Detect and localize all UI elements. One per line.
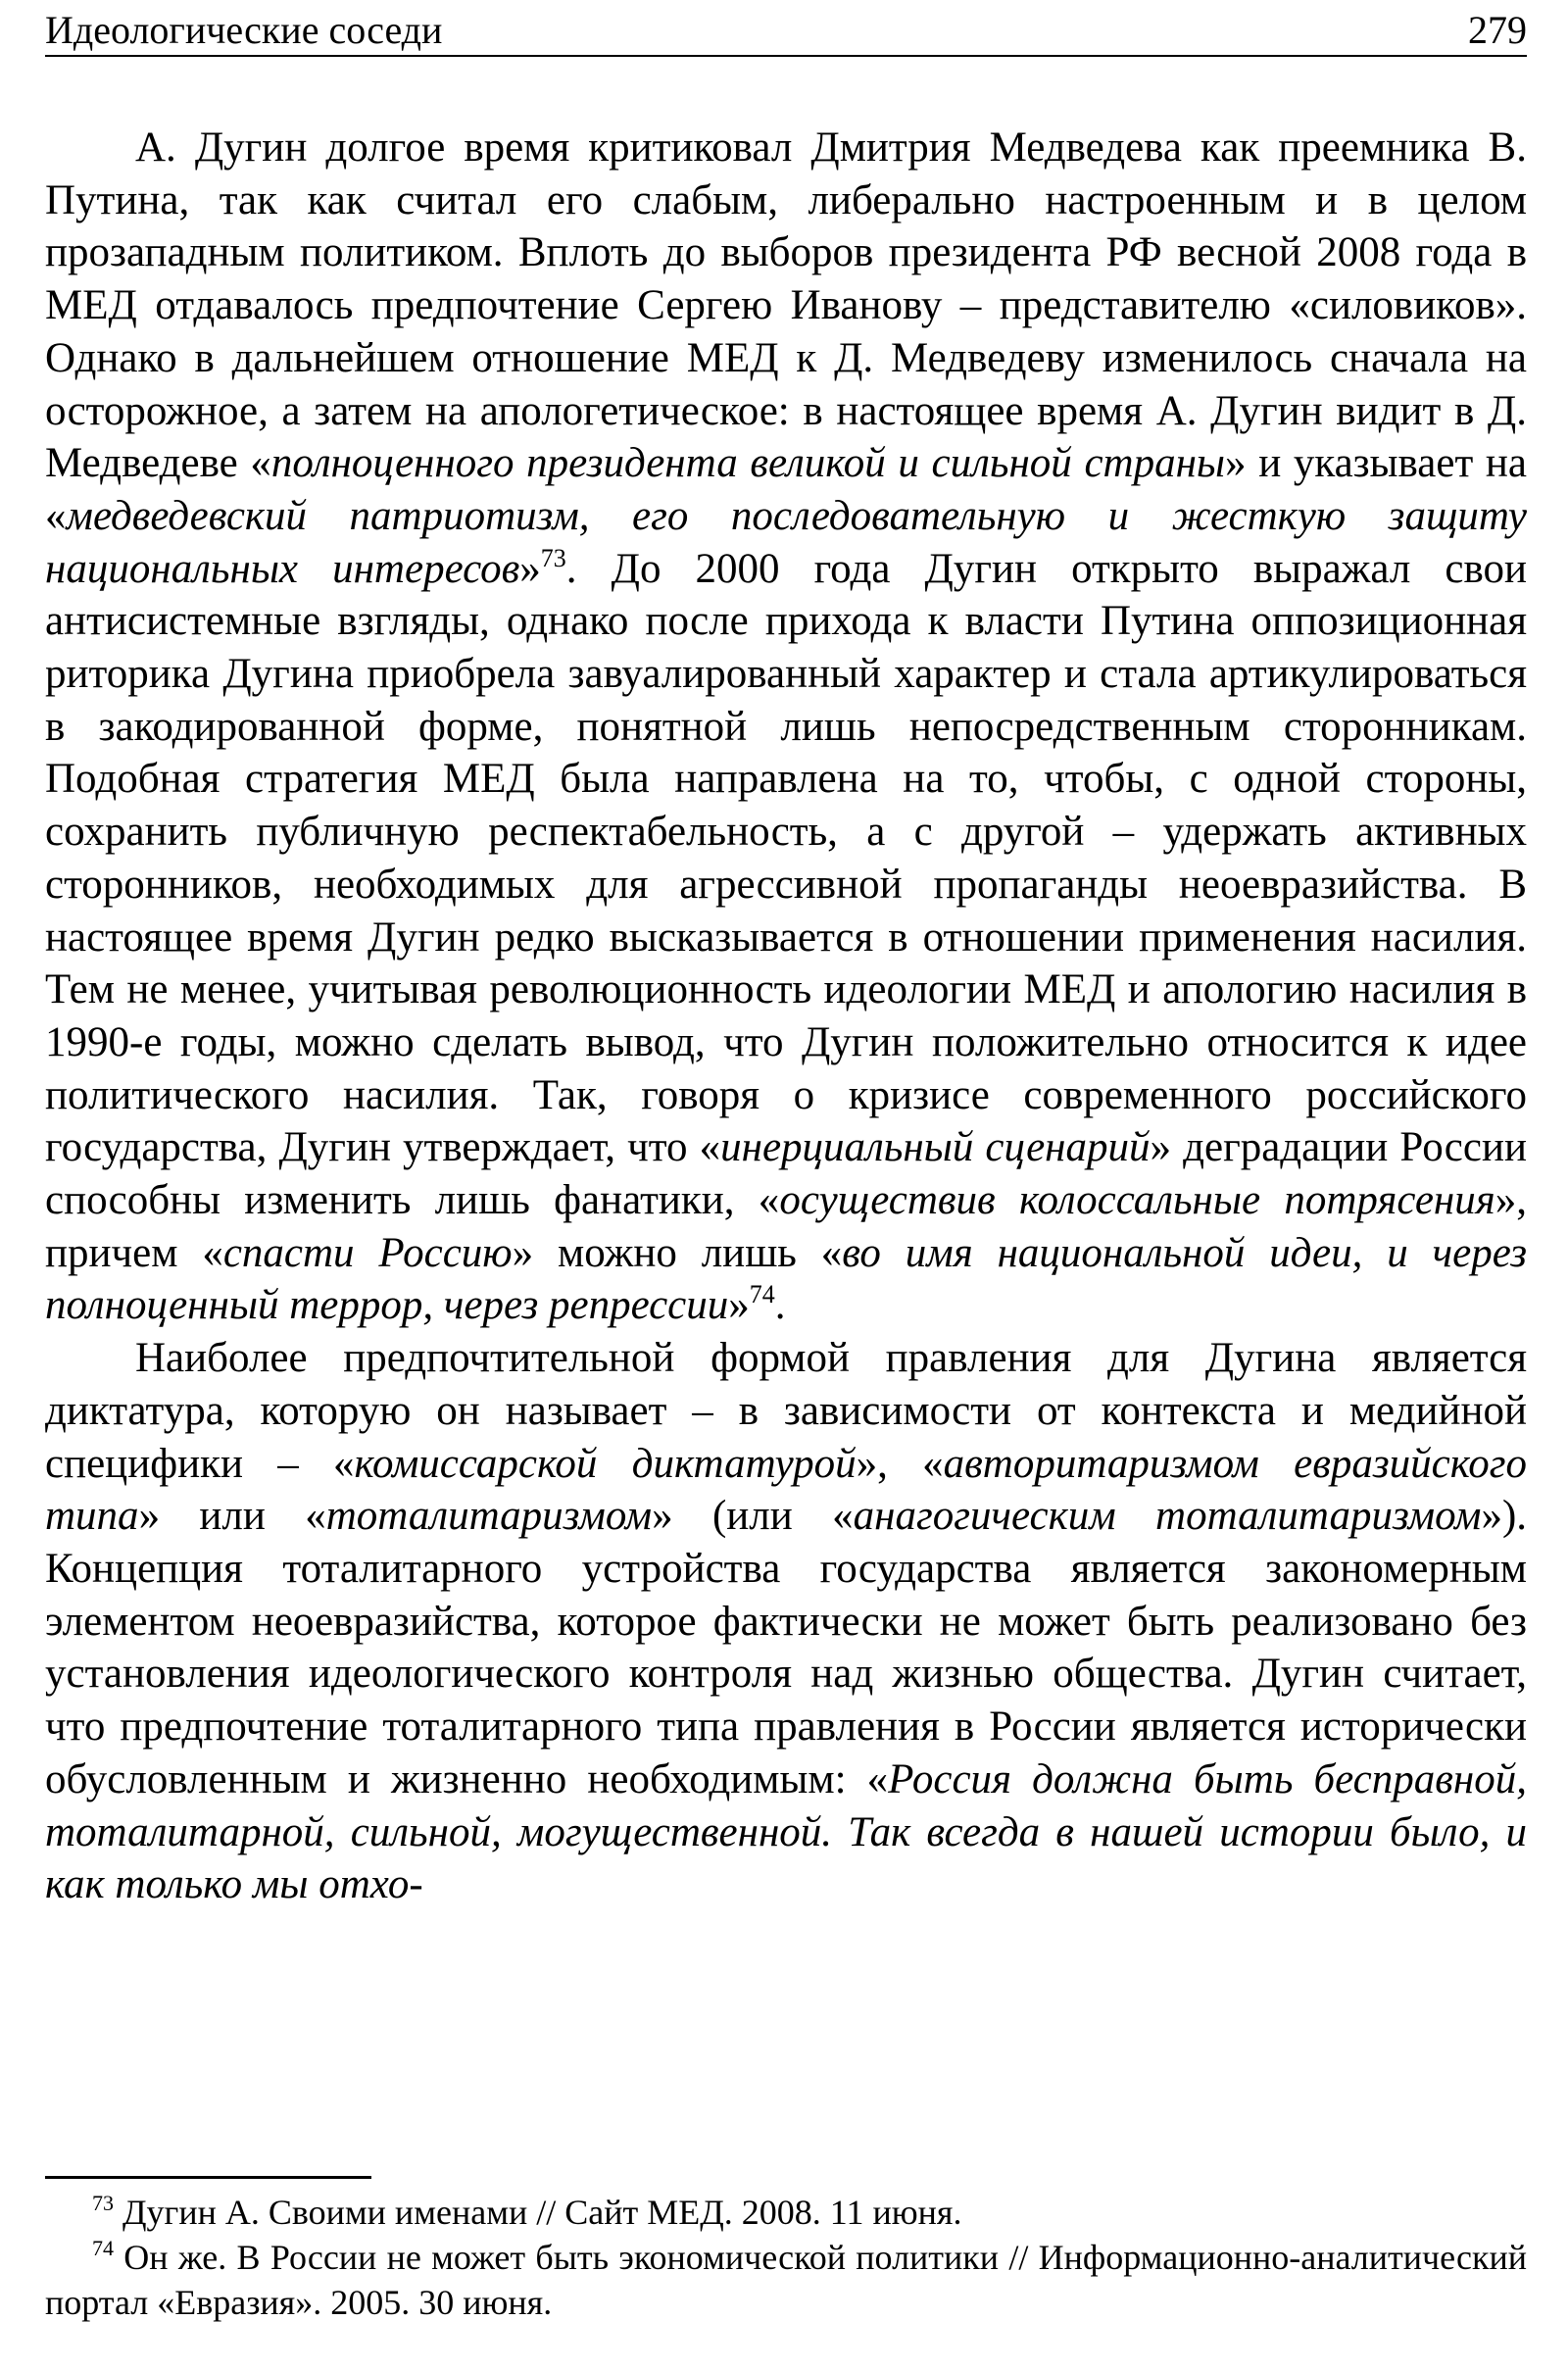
quote: медведевский патриотизм, его последовательную и жесткую защиту национальных интересов — [45, 492, 1527, 592]
quote: Россия должна быть бесправной, тоталитарной, сильной, могущественной. Так всегда в нашей истории было, и как только мы отхо- — [45, 1755, 1527, 1908]
text-run: » — [728, 1282, 750, 1329]
running-header — [45, 6, 1527, 57]
text-run: » — [519, 545, 541, 592]
quote: тоталитаризмом — [325, 1493, 653, 1540]
quote: спасти Россию — [222, 1229, 513, 1276]
main-text — [45, 122, 1527, 1911]
text-run: » (или « — [652, 1493, 854, 1540]
paragraph-2 — [45, 1332, 1527, 1911]
footnote-divider — [45, 2176, 371, 2179]
text-run: » и указывает на « — [45, 440, 1527, 539]
quote: полноценного президента великой и сильной страны — [270, 440, 1226, 487]
footnotes — [45, 2190, 1527, 2325]
quote: инерциальный сценарий — [720, 1124, 1151, 1171]
text-run: », « — [856, 1440, 944, 1487]
text-run: А. Дугин долгое время критиковал Дмитрия Медведева как преемника В. Путина, так как считал его слабым, либерально настроенным и в целом прозападным политиком. Вплоть до выборов президента РФ весной 2008 года в МЕД отдавалось предпочтение Сергею Иванову – представителю «силовиков». Однако в дальнейшем отношение МЕД к Д. Медведеву изменилось сначала на осторожное, а затем на апологетическое: в настоящее время А. Дугин видит в Д. Медведеве « — [45, 124, 1527, 487]
page-number: 279 — [1468, 8, 1527, 52]
text-run: »). Концепция тоталитарного устройства государства является закономерным элементом неоевразийства, которое фактически не может быть реализовано без установления идеологического контроля над жизнью общества. Дугин считает, что предпочтение тоталитарного типа правления в России является исторически обусловленным и жизненно необходимым: « — [45, 1493, 1528, 1802]
text-run: » или « — [138, 1493, 326, 1540]
quote: анагогическим тоталитаризмом — [853, 1493, 1482, 1540]
footnote-number: 74 — [92, 2236, 114, 2260]
quote: осуществив колоссальные потрясения — [779, 1177, 1495, 1224]
footnote-74 — [45, 2235, 1527, 2325]
footnote-ref-74: 74 — [749, 1280, 775, 1309]
quote: комиссарской диктатурой — [354, 1440, 857, 1487]
footnote-ref-73: 73 — [540, 543, 566, 572]
text-run: », причем « — [45, 1177, 1527, 1276]
quote: авторитаризмом евразийского типа — [45, 1440, 1528, 1540]
paragraph-1 — [45, 122, 1527, 1332]
footnote-73 — [45, 2190, 1527, 2235]
footnote-text: Дугин А. Своими именами // Сайт МЕД. 2008. 11 июня. — [122, 2193, 962, 2232]
text-run: Наиболее предпочтительной формой правления для Дугина является диктатура, которую он называет – в зависимости от контекста и медийной специфики – « — [45, 1335, 1527, 1487]
text-run: . — [774, 1282, 786, 1329]
text-run: » можно лишь « — [512, 1229, 843, 1276]
text-run: . До 2000 года Дугин открыто выражал свои антисистемные взгляды, однако после прихода к власти Путина оппозиционная риторика Дугина приобрела завуалированный характер и стала артикулироваться в закодированной форме, понятной лишь непосредственным сторонникам. Подобная стратегия МЕД была направлена на то, чтобы, с одной стороны, сохранить публичную респектабельность, а с другой – удержать активных сторонников, необходимых для агрессивной пропаганды неоевразийства. В настоящее время Дугин редко высказывается в отношении применения насилия. Тем не менее, учитывая революционность идеологии МЕД и апологию насилия в 1990-е годы, можно сделать вывод, что Дугин положительно относится к идее политического насилия. Так, говоря о кризисе современного российского государства, Дугин утверждает, что « — [45, 545, 1527, 1171]
quote: во имя национальной идеи, и через полноценный террор, через репрессии — [45, 1229, 1527, 1329]
footnote-number: 73 — [92, 2191, 114, 2215]
text-run: » деградации России способны изменить лишь фанатики, « — [45, 1124, 1528, 1224]
chapter-title: Идеологические соседи — [45, 8, 443, 52]
footnote-text: Он же. В России не может быть экономической политики // Информационно-аналитический портал «Евразия». 2005. 30 июня. — [45, 2238, 1527, 2322]
